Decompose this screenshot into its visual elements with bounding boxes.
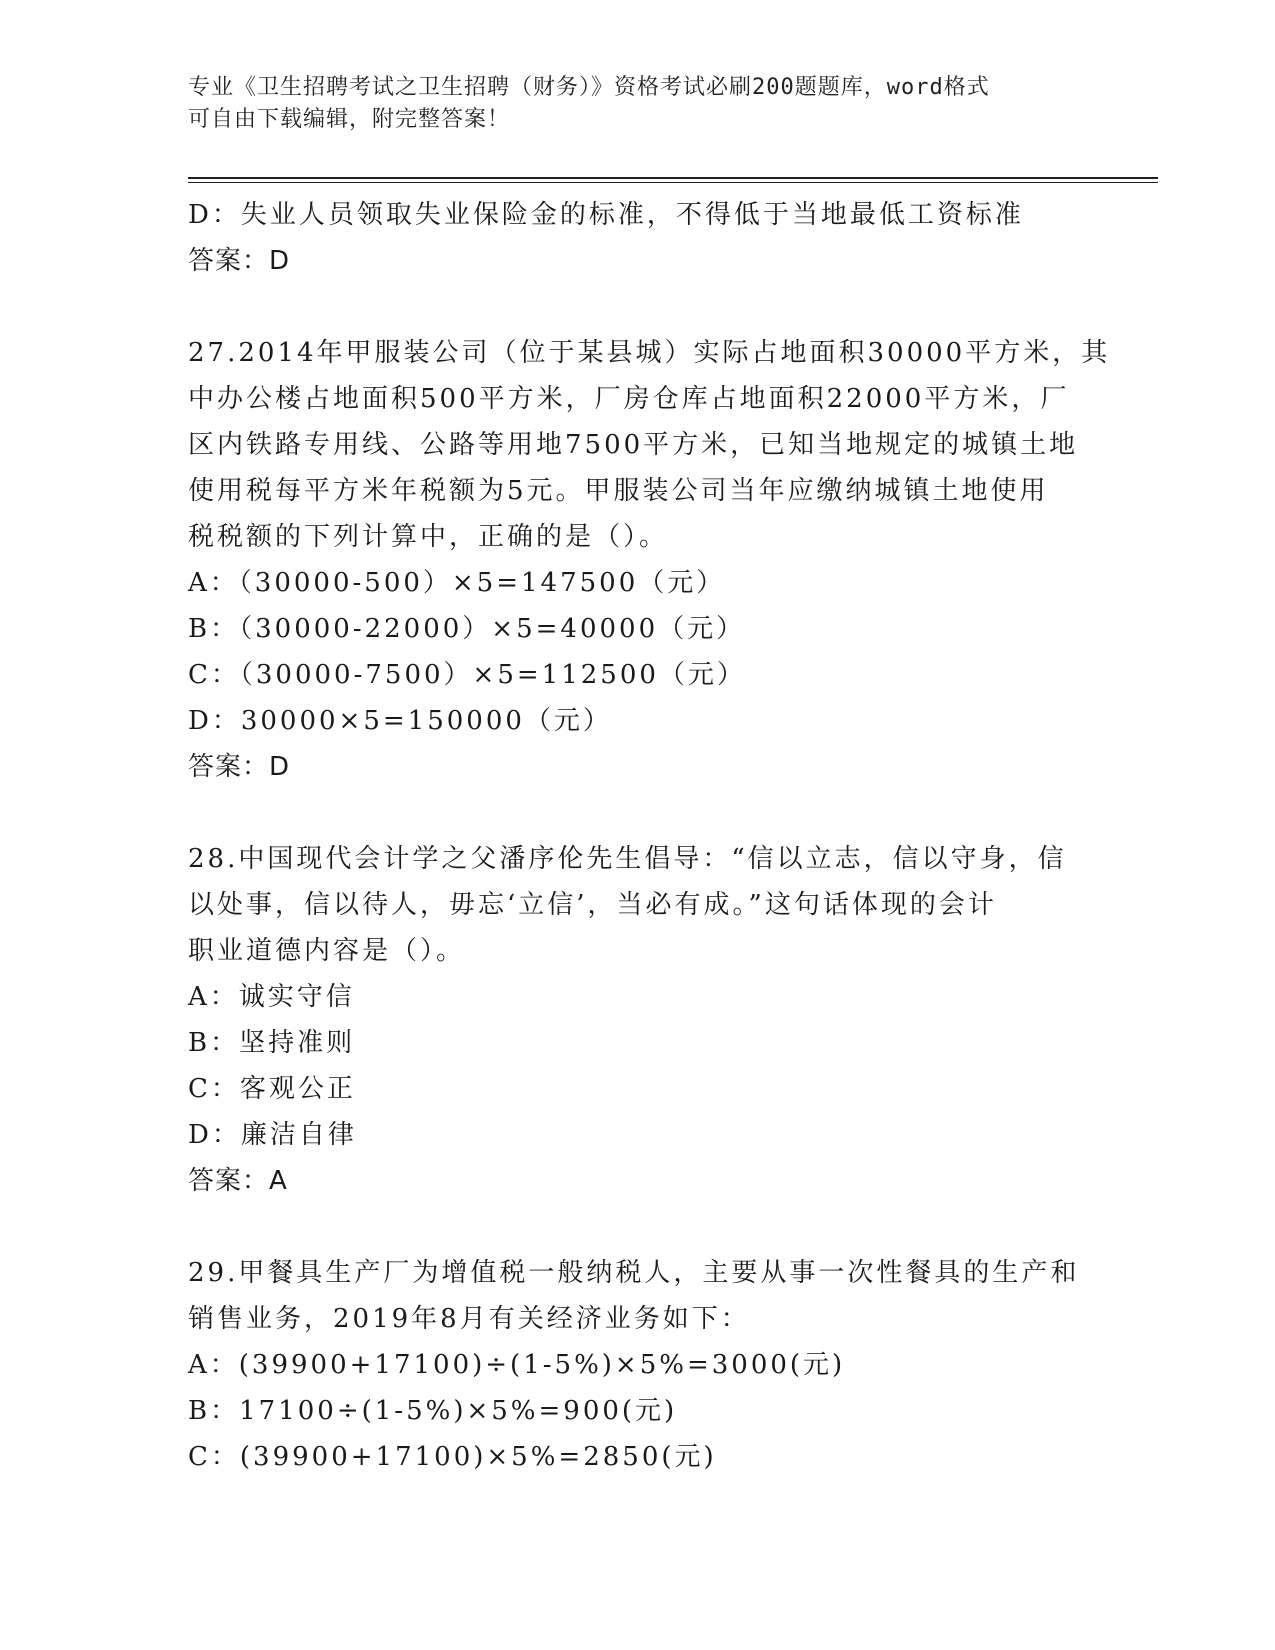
question-content	[188, 192, 1111, 1480]
spacer	[188, 284, 1088, 330]
q28-answer: 答案：A	[188, 1166, 288, 1196]
q28-option-b: B：坚持准则	[188, 1028, 356, 1058]
spacer	[188, 790, 1088, 836]
q27-stem-line: 27.2014年甲服装公司（位于某县城）实际占地面积30000平方米，其	[188, 338, 1111, 368]
question-27	[188, 330, 1111, 790]
q27-option-a: A：（30000-500）×5=147500（元）	[188, 568, 726, 598]
q29-option-b: B：17100÷(1-5%)×5%=900(元)	[188, 1396, 678, 1426]
q28-stem-line: 职业道德内容是（）。	[188, 936, 466, 966]
q27-stem-line: 中办公楼占地面积500平方米，厂房仓库占地面积22000平方米，厂	[188, 384, 1070, 414]
q27-stem-line: 区内铁路专用线、公路等用地7500平方米，已知当地规定的城镇土地	[188, 430, 1079, 460]
q29-option-a: A：(39900+17100)÷(1-5%)×5%=3000(元)	[188, 1350, 846, 1380]
q27-option-d: D：30000×5=150000（元）	[188, 706, 612, 736]
q29-stem-line: 销售业务，2019年8月有关经济业务如下：	[188, 1304, 750, 1334]
q28-stem-line: 以处事，信以待人，毋忘‘立信’，当必有成。”这句话体现的会计	[188, 890, 997, 920]
question-28	[188, 836, 1088, 1204]
q28-option-a: A：诚实守信	[188, 982, 355, 1012]
q28-option-d: D：廉洁自律	[188, 1120, 357, 1150]
header-rule-thick	[188, 177, 1158, 179]
q29-option-c: C：(39900+17100)×5%=2850(元)	[188, 1442, 717, 1472]
q27-answer: 答案：D	[188, 752, 291, 782]
q28-option-c: C：客观公正	[188, 1074, 356, 1104]
header-line-1: 专业《卫生招聘考试之卫生招聘（财务）》资格考试必刷200题题库，word格式	[188, 75, 990, 100]
header-rule-thin	[188, 182, 1158, 183]
header-line-2: 可自由下载编辑，附完整答案！	[188, 107, 511, 132]
q27-stem-line: 使用税每平方米年税额为5元。甲服装公司当年应缴纳城镇土地使用	[188, 476, 1049, 506]
document-header	[188, 72, 1088, 136]
q26-answer: 答案：D	[188, 246, 291, 276]
spacer	[188, 1204, 1088, 1250]
question-29	[188, 1250, 1088, 1480]
q29-stem-line: 29.甲餐具生产厂为增值税一般纳税人，主要从事一次性餐具的生产和	[188, 1258, 1080, 1288]
q27-stem-line: 税税额的下列计算中，正确的是（）。	[188, 522, 669, 552]
q26-option-d: D：失业人员领取失业保险金的标准，不得低于当地最低工资标准	[188, 200, 1024, 230]
q27-option-c: C：（30000-7500）×5=112500（元）	[188, 660, 746, 690]
question-26-tail	[188, 192, 1088, 284]
q28-stem-line: 28.中国现代会计学之父潘序伦先生倡导：“信以立志，信以守身，信	[188, 844, 1067, 874]
q27-option-b: B：（30000-22000）×5=40000（元）	[188, 614, 746, 644]
